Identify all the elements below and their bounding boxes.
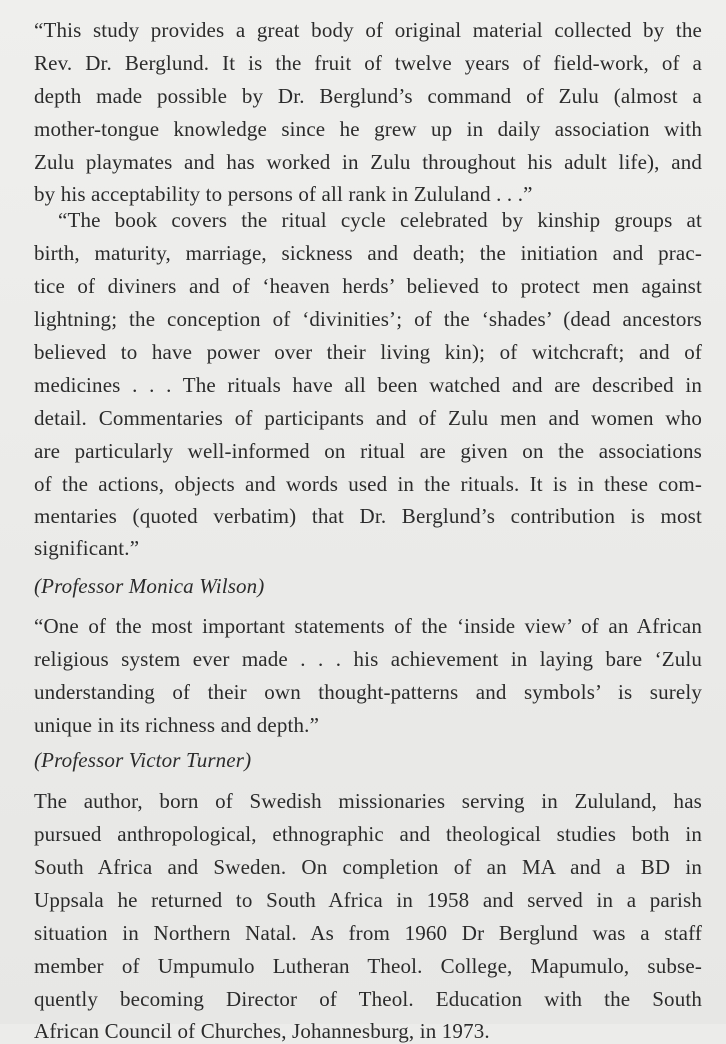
- text-line: “One of the most important statements of the ‘inside view’ of an African: [34, 614, 702, 638]
- text-line: quently becoming Director of Theol. Education with the South: [34, 987, 702, 1011]
- text-line: mentaries (quoted verbatim) that Dr. Berglund’s contribution is most: [34, 504, 702, 528]
- text-line: Zulu playmates and has worked in Zulu throughout his adult life), and: [34, 150, 702, 174]
- text-line: understanding of their own thought-patterns and symbols’ is surely: [34, 680, 702, 704]
- text-line: situation in Northern Natal. As from 1960 Dr Berglund was a staff: [34, 921, 702, 945]
- text-line: medicines . . . The rituals have all been watched and are described in: [34, 373, 702, 397]
- text-line: believed to have power over their living kin); of witchcraft; and of: [34, 340, 702, 364]
- text-line: tice of diviners and of ‘heaven herds’ believed to protect men against: [34, 274, 702, 298]
- text-line: significant.”: [34, 536, 140, 560]
- text-line: are particularly well-informed on ritual are given on the associations: [34, 439, 702, 463]
- text-line: detail. Commentaries of participants and of Zulu men and women who: [34, 406, 702, 430]
- attribution-wilson: (Professor Monica Wilson): [34, 574, 265, 598]
- text-line: religious system ever made . . . his achievement in laying bare ‘Zulu: [34, 647, 702, 671]
- attribution-turner: (Professor Victor Turner): [34, 748, 252, 772]
- text-line: birth, maturity, marriage, sickness and death; the initiation and prac-: [34, 241, 702, 265]
- text-line: lightning; the conception of ‘divinities’; of the ‘shades’ (dead ancestors: [34, 307, 702, 331]
- text-line: Rev. Dr. Berglund. It is the fruit of twelve years of field-work, of a: [34, 51, 702, 75]
- text-line: of the actions, objects and words used in the rituals. It is in these com-: [34, 472, 702, 496]
- text-line: pursued anthropological, ethnographic and theological studies both in: [34, 822, 702, 846]
- text-line: depth made possible by Dr. Berglund’s command of Zulu (almost a: [34, 84, 702, 108]
- text-line: by his acceptability to persons of all rank in Zululand . . .”: [34, 182, 533, 206]
- text-line: mother-tongue knowledge since he grew up in daily association with: [34, 117, 702, 141]
- text-line: “The book covers the ritual cycle celebrated by kinship groups at: [58, 208, 702, 232]
- text-line: The author, born of Swedish missionaries serving in Zululand, has: [34, 789, 702, 813]
- text-line: “This study provides a great body of original material collected by the: [34, 18, 702, 42]
- text-line: African Council of Churches, Johannesburg, in 1973.: [34, 1019, 490, 1043]
- text-line: South Africa and Sweden. On completion of an MA and a BD in: [34, 855, 702, 879]
- text-line: unique in its richness and depth.”: [34, 713, 320, 737]
- text-line: Uppsala he returned to South Africa in 1958 and served in a parish: [34, 888, 702, 912]
- text-line: member of Umpumulo Lutheran Theol. College, Mapumulo, subse-: [34, 954, 702, 978]
